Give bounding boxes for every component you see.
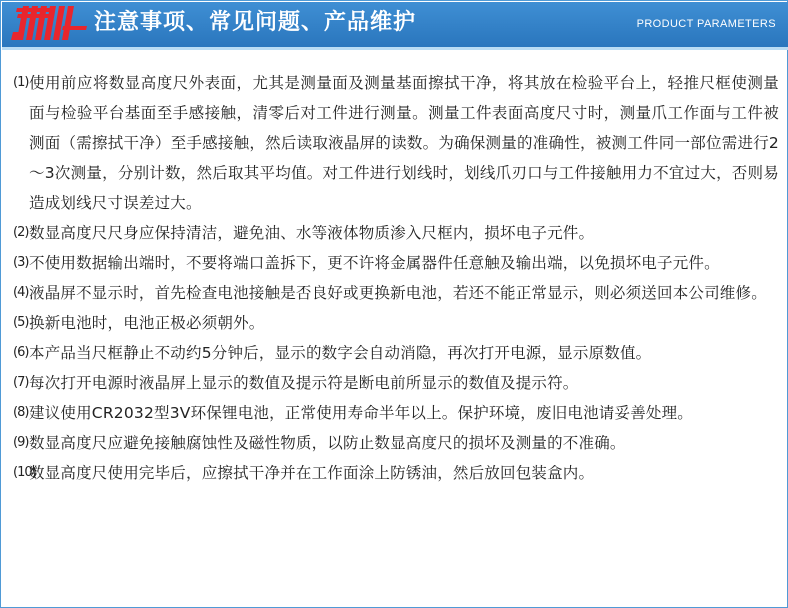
item-text: 换新电池时，电池正极必须朝外。: [29, 314, 265, 332]
item-number: (10): [13, 465, 36, 480]
item-number: (6): [13, 345, 29, 360]
list-item: [13, 68, 779, 218]
striped-logo-icon: [7, 2, 95, 47]
item-text: 本产品当尺框静止不动约5分钟后，显示的数字会自动消隐，再次打开电源，显示原数值。: [29, 344, 652, 362]
item-number: (1): [13, 75, 29, 90]
item-text: 数显高度尺应避免接触腐蚀性及磁性物质，以防止数显高度尺的损坏及测量的不准确。: [29, 434, 626, 452]
item-text: 每次打开电源时液晶屏上显示的数值及提示符是断电前所显示的数值及提示符。: [29, 374, 579, 392]
item-text: 不使用数据输出端时，不要将端口盖拆下，更不许将金属器件任意触及输出端，以免损坏电子元件。: [29, 254, 720, 272]
list-item: [13, 278, 779, 308]
notes-list: [13, 68, 779, 488]
item-text: 液晶屏不显示时，首先检查电池接触是否良好或更换新电池，若还不能正常显示，则必须送回本公司维修。: [29, 284, 767, 302]
item-number: (4): [13, 285, 29, 300]
list-item: [13, 458, 779, 488]
item-number: (7): [13, 375, 29, 390]
list-item: [13, 428, 779, 458]
list-item: [13, 398, 779, 428]
list-item: [13, 308, 779, 338]
list-item: [13, 338, 779, 368]
item-text: 数显高度尺尺身应保持清洁，避免油、水等液体物质渗入尺框内，损坏电子元件。: [29, 224, 595, 242]
item-number: (9): [13, 435, 29, 450]
page-subtitle: PRODUCT PARAMETERS: [636, 18, 776, 30]
item-number: (3): [13, 255, 29, 270]
item-text: 数显高度尺使用完毕后，应擦拭干净并在工作面涂上防锈油，然后放回包装盒内。: [29, 464, 595, 482]
item-number: (8): [13, 405, 29, 420]
list-item: [13, 248, 779, 278]
item-number: (2): [13, 225, 29, 240]
header-divider: [2, 47, 788, 50]
header-bar: [2, 2, 788, 47]
page-title: 注意事项、常见问题、产品维护: [94, 10, 417, 35]
item-number: (5): [13, 315, 29, 330]
list-item: [13, 368, 779, 398]
item-text: 使用前应将数显高度尺外表面，尤其是测量面及测量基面擦拭干净，将其放在检验平台上，轻推尺框使测量面与检验平台基面至手感接触，清零后对工件进行测量。测量工件表面高度尺寸时，测量爪工作面与工件被测面（需擦拭干净）至手感接触，然后读取液晶屏的读数。为确保测量的准确性，被测工件同一部位需进行2～3次测量，分别计数，然后取其平均值。对工件进行划线时，划线爪刃口与工件接触用力不宜过大，否则易造成划线尺寸误差过大。: [29, 74, 779, 212]
item-text: 建议使用CR2032型3V环保锂电池，正常使用寿命半年以上。保护环境，废旧电池请妥善处理。: [29, 404, 694, 422]
list-item: [13, 218, 779, 248]
